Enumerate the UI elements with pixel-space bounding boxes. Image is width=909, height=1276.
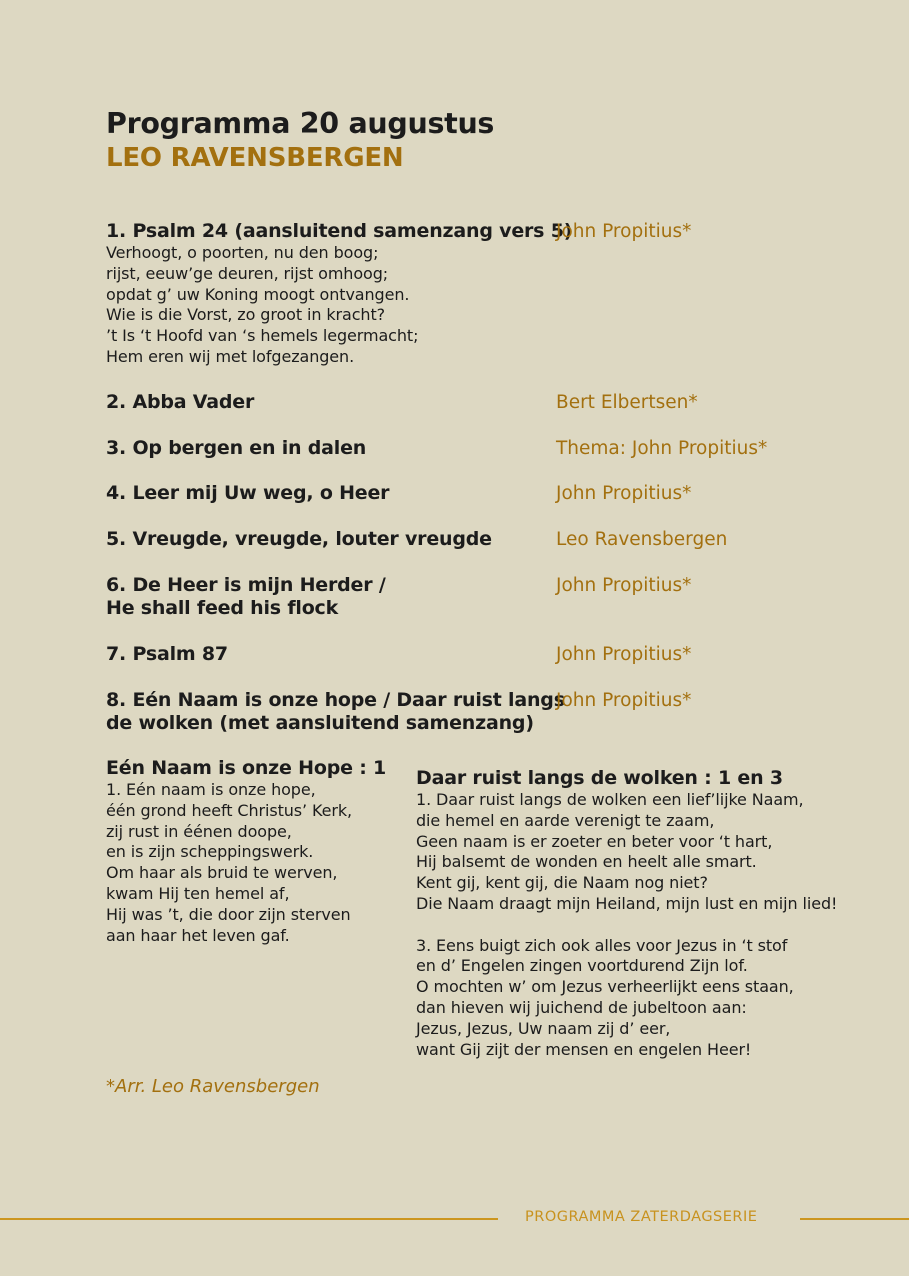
lyric-line: Hij was ’t, die door zijn sterven xyxy=(106,904,351,924)
lyric-line: ’t Is ‘t Hoofd van ‘s hemels legermacht; xyxy=(106,326,419,346)
lyric-line: Verhoogt, o poorten, nu den boog; xyxy=(106,243,379,262)
program-item-composer: John Propitius* xyxy=(556,575,692,596)
program-item-6 xyxy=(106,574,806,620)
program-item-title xyxy=(106,482,546,505)
lyric-line: want Gij zijt der mensen en engelen Heer! xyxy=(416,1039,752,1059)
program-item-title xyxy=(106,220,573,243)
page-title: Programma 20 augustus xyxy=(106,107,495,140)
program-item-composer: John Propitius* xyxy=(556,221,692,242)
hymn-een-naam xyxy=(106,757,386,946)
program-item-title-line: 8. Eén Naam is onze hope / Daar ruist langs xyxy=(106,689,565,711)
program-item-title xyxy=(106,643,546,666)
program-item-title-line: 4. Leer mij Uw weg, o Heer xyxy=(106,482,390,504)
lyric-line: Die Naam draagt mijn Heiland, mijn lust en mijn lied! xyxy=(416,893,838,913)
program-item-composer: John Propitius* xyxy=(556,690,692,711)
lyric-line: Hem eren wij met lofgezangen. xyxy=(106,346,355,366)
lyric-line: Geen naam is er zoeter en beter voor ‘t hart, xyxy=(416,831,773,851)
program-item-4 xyxy=(106,482,806,505)
footer-label: PROGRAMMA ZATERDAGSERIE xyxy=(525,1209,758,1225)
program-item-title-line: de wolken (met aansluitend samenzang) xyxy=(106,712,534,734)
lyric-line: Hij balsemt de wonden en heelt alle smart. xyxy=(416,852,757,872)
hymn-lyrics xyxy=(416,790,837,1060)
program-item-5 xyxy=(106,528,806,551)
program-item-2 xyxy=(106,391,806,414)
program-item-composer: Thema: John Propitius* xyxy=(556,438,768,459)
program-item-composer: Leo Ravensbergen xyxy=(556,529,728,550)
program-item-title xyxy=(106,528,546,551)
lyric-line: één grond heeft Christus’ Kerk, xyxy=(106,800,352,820)
lyric-line: 1. Eén naam is onze hope, xyxy=(106,780,316,799)
program-item-title xyxy=(106,391,546,414)
program-item-7 xyxy=(106,643,806,666)
program-item-1 xyxy=(106,220,806,368)
program-item-composer: John Propitius* xyxy=(556,483,692,504)
footer-rule-left xyxy=(0,1218,498,1220)
program-item-title xyxy=(106,437,546,460)
arrangement-footnote: *Arr. Leo Ravensbergen xyxy=(106,1076,320,1097)
hymn-lyrics xyxy=(106,780,386,946)
program-item-title-line: 7. Psalm 87 xyxy=(106,643,228,665)
hymn-title: Daar ruist langs de wolken : 1 en 3 xyxy=(416,767,783,789)
lyric-line: Wie is die Vorst, zo groot in kracht? xyxy=(106,305,386,325)
lyric-line: 3. Eens buigt zich ook alles voor Jezus in ‘t stof xyxy=(416,935,788,955)
program-item-composer: Bert Elbertsen* xyxy=(556,392,698,413)
lyric-line: dan hieven wij juichend de jubeltoon aan: xyxy=(416,997,747,1017)
lyric-line: en is zijn scheppingswerk. xyxy=(106,842,314,862)
program-item-title-line: 6. De Heer is mijn Herder / xyxy=(106,574,386,596)
lyric-line: zij rust in éénen doope, xyxy=(106,821,292,841)
lyric-line: die hemel en aarde verenigt te zaam, xyxy=(416,810,715,830)
program-item-title xyxy=(106,689,565,735)
lyric-line: rijst, eeuw’ge deuren, rijst omhoog; xyxy=(106,263,389,283)
program-item-3 xyxy=(106,437,806,460)
program-item-title-line: 2. Abba Vader xyxy=(106,391,255,413)
hymn-daar-ruist xyxy=(416,767,837,1060)
lyric-line: O mochten w’ om Jezus verheerlijkt eens staan, xyxy=(416,977,794,997)
program-item-title xyxy=(106,574,546,620)
lyric-line: opdat g’ uw Koning moogt ontvangen. xyxy=(106,284,410,304)
verse-gap xyxy=(416,915,837,936)
hymn-title: Eén Naam is onze Hope : 1 xyxy=(106,757,387,779)
program-item-composer: John Propitius* xyxy=(556,644,692,665)
program-item-title-line: 3. Op bergen en in dalen xyxy=(106,437,367,459)
lyric-line: aan haar het leven gaf. xyxy=(106,925,290,945)
program-item-title-line: He shall feed his flock xyxy=(106,597,339,619)
program-item-title-line: 1. Psalm 24 (aansluitend samenzang vers 5) xyxy=(106,220,573,242)
lyric-line: Jezus, Jezus, Uw naam zij d’ eer, xyxy=(416,1018,671,1038)
program-item-title-line: 5. Vreugde, vreugde, louter vreugde xyxy=(106,528,492,550)
program-item-lyrics xyxy=(106,243,806,368)
lyric-line: kwam Hij ten hemel af, xyxy=(106,883,290,903)
program-item-8 xyxy=(106,689,806,735)
footer-rule-right xyxy=(800,1218,909,1220)
lyric-line: Om haar als bruid te werven, xyxy=(106,863,338,883)
lyric-line: 1. Daar ruist langs de wolken een lief’lijke Naam, xyxy=(416,790,804,809)
lyric-line: Kent gij, kent gij, die Naam nog niet? xyxy=(416,873,708,893)
page-subtitle: LEO RAVENSBERGEN xyxy=(106,143,404,173)
lyric-line: en d’ Engelen zingen voortdurend Zijn lof. xyxy=(416,956,748,976)
